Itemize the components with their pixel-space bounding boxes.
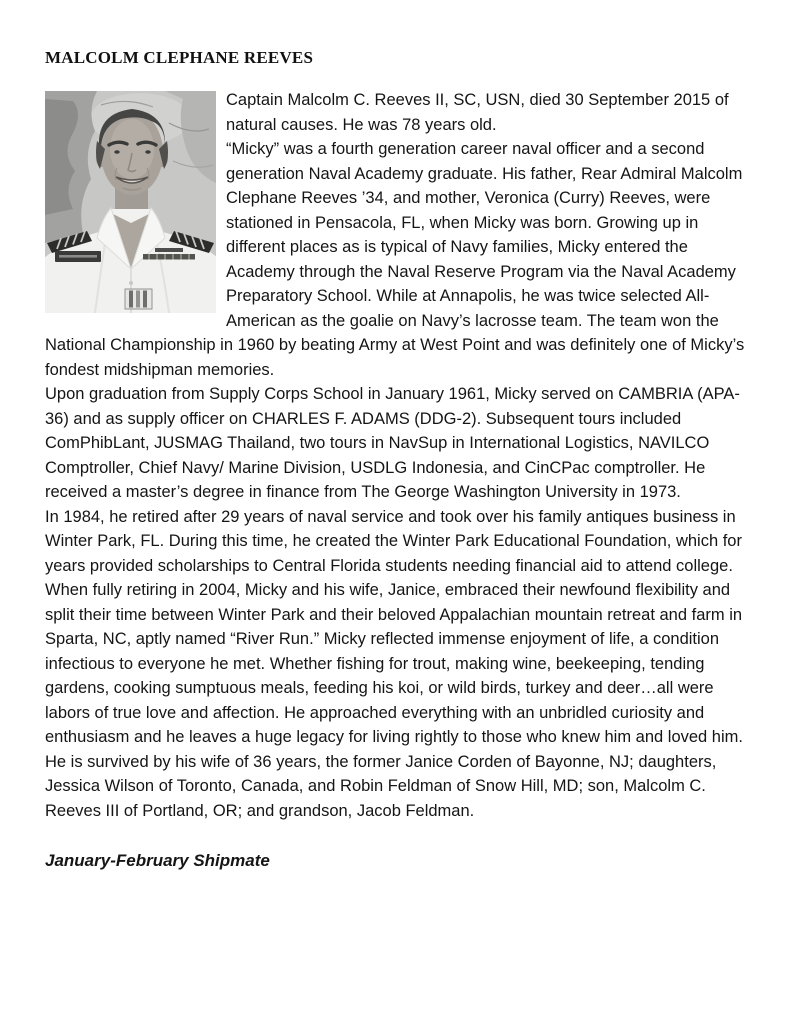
obituary-paragraph-4: In 1984, he retired after 29 years of naval service and took over his family antiques business in Winter Park, FL. During this time, he created the Winter Park Educational Foundation, which for years provided scholarships to Central Florida students needing financial aid to attend college. (45, 507, 742, 575)
obituary-paragraph-5: When fully retiring in 2004, Micky and his wife, Janice, embraced their newfound flexibility and split their time between Winter Park and their beloved Appalachian mountain retreat and farm in Sparta, NC, aptly named “River Run.” Micky reflected immense enjoyment of life, a condition infectious to everyone he met. Whether fishing for trout, making wine, beekeeping, tending gardens, cooking sumptuous meals, feeding his koi, or wild birds, turkey and deer…all were labors of true love and affection. He approached everything with an unbridled curiosity and enthusiasm and he leaves a huge legacy for living rightly to those who knew him and loved him. (45, 581, 743, 746)
obituary-paragraph-6: He is survived by his wife of 36 years, the former Janice Corden of Bayonne, NJ; daughters, Jessica Wilson of Toronto, Canada, and Robin Feldman of Snow Hill, MD; son, Malcolm C. Reeves III of Portland, OR; and grandson, Jacob Feldman. (45, 752, 717, 820)
portrait-illustration (45, 91, 216, 313)
obituary-paragraph-1: Captain Malcolm C. Reeves II, SC, USN, died 30 September 2015 of natural causes. He was 78 years old. (226, 91, 729, 134)
publication-credit: January-February Shipmate (45, 851, 270, 870)
portrait-photo (45, 91, 216, 313)
obituary-paragraph-2: “Micky” was a fourth generation career naval officer and a second generation Naval Academy graduate. His father, Rear Admiral Malcolm Clephane Reeves ’34, and mother, Veronica (Curry) Reeves, were stationed in Pensacola, FL, when Micky was born. Growing up in different places as is typical of Navy families, Micky entered the Academy through the Naval Reserve Program via the Naval Academy Preparatory School. While at Annapolis, he was twice selected All-American as the goalie on Navy’s lacrosse team. The team won the National Championship in 1960 by beating Army at West Point and was definitely one of Micky’s fondest midshipman memories. (45, 140, 745, 379)
obituary-body (45, 88, 746, 823)
page-title: MALCOLM CLEPHANE REEVES (45, 48, 314, 67)
obituary-paragraph-3: Upon graduation from Supply Corps School in January 1961, Micky served on CAMBRIA (APA-36) and as supply officer on CHARLES F. ADAMS (DDG-2). Subsequent tours included ComPhibLant, JUSMAG Thailand, two tours in NavSup in International Logistics, NAVILCO Comptroller, Chief Navy/ Marine Division, USDLG Indonesia, and CinCPac comptroller. He received a master’s degree in finance from The George Washington University in 1973. (45, 385, 740, 501)
